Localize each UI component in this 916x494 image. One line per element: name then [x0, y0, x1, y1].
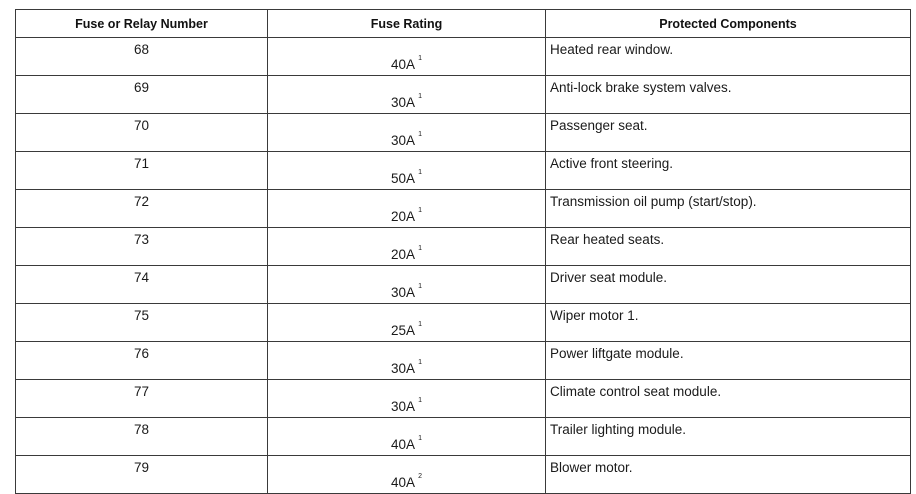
fuse-rating-value: 50A [391, 171, 416, 186]
protected-component-cell: Active front steering. [546, 152, 911, 190]
footnote-marker: 1 [418, 169, 422, 176]
fuse-table-container [15, 9, 911, 494]
footnote-marker: 1 [418, 207, 422, 214]
fuse-rating-cell [268, 304, 546, 342]
fuse-rating-cell [268, 380, 546, 418]
fuse-rating-value: 20A [391, 209, 416, 224]
fuse-rating-cell [268, 418, 546, 456]
fuse-rating-cell [268, 228, 546, 266]
header-fuse-number: Fuse or Relay Number [16, 10, 268, 38]
footnote-marker: 1 [418, 131, 422, 138]
footnote-marker: 1 [418, 283, 422, 290]
protected-component-cell: Passenger seat. [546, 114, 911, 152]
fuse-rating-value: 20A [391, 247, 416, 262]
fuse-number-cell: 68 [16, 38, 268, 76]
header-fuse-rating: Fuse Rating [268, 10, 546, 38]
footnote-marker: 1 [418, 321, 422, 328]
fuse-rating-cell [268, 266, 546, 304]
protected-component-cell: Blower motor. [546, 456, 911, 494]
fuse-rating-value: 40A [391, 57, 416, 72]
table-row [16, 418, 911, 456]
fuse-number-cell: 79 [16, 456, 268, 494]
fuse-number-cell: 77 [16, 380, 268, 418]
fuse-number-cell: 78 [16, 418, 268, 456]
footnote-marker: 1 [418, 397, 422, 404]
fuse-rating-value: 30A [391, 133, 416, 148]
header-protected-components: Protected Components [546, 10, 911, 38]
fuse-number-cell: 72 [16, 190, 268, 228]
protected-component-cell: Heated rear window. [546, 38, 911, 76]
footnote-marker: 2 [418, 473, 422, 480]
fuse-number-cell: 74 [16, 266, 268, 304]
table-row [16, 342, 911, 380]
table-row [16, 38, 911, 76]
protected-component-cell: Transmission oil pump (start/stop). [546, 190, 911, 228]
fuse-number-cell: 75 [16, 304, 268, 342]
fuse-rating-cell [268, 190, 546, 228]
fuse-number-cell: 69 [16, 76, 268, 114]
table-row [16, 152, 911, 190]
fuse-rating-cell [268, 76, 546, 114]
fuse-rating-value: 40A [391, 475, 416, 490]
table-row [16, 114, 911, 152]
fuse-rating-cell [268, 152, 546, 190]
footnote-marker: 1 [418, 359, 422, 366]
table-row [16, 266, 911, 304]
footnote-marker: 1 [418, 245, 422, 252]
fuse-number-cell: 73 [16, 228, 268, 266]
protected-component-cell: Driver seat module. [546, 266, 911, 304]
fuse-rating-cell [268, 114, 546, 152]
fuse-number-cell: 70 [16, 114, 268, 152]
fuse-rating-value: 30A [391, 95, 416, 110]
footnote-marker: 1 [418, 435, 422, 442]
footnote-marker: 1 [418, 55, 422, 62]
protected-component-cell: Anti-lock brake system valves. [546, 76, 911, 114]
table-row [16, 76, 911, 114]
fuse-rating-cell [268, 342, 546, 380]
fuse-rating-value: 30A [391, 361, 416, 376]
fuse-rating-value: 30A [391, 285, 416, 300]
fuse-rating-cell [268, 38, 546, 76]
fuse-number-cell: 71 [16, 152, 268, 190]
protected-component-cell: Power liftgate module. [546, 342, 911, 380]
protected-component-cell: Trailer lighting module. [546, 418, 911, 456]
table-row [16, 190, 911, 228]
fuse-rating-value: 25A [391, 323, 416, 338]
table-row [16, 456, 911, 494]
fuse-rating-cell [268, 456, 546, 494]
table-row [16, 228, 911, 266]
protected-component-cell: Wiper motor 1. [546, 304, 911, 342]
protected-component-cell: Rear heated seats. [546, 228, 911, 266]
footnote-marker: 1 [418, 93, 422, 100]
table-row [16, 304, 911, 342]
table-header-row [16, 10, 911, 38]
table-body [16, 38, 911, 494]
fuse-number-cell: 76 [16, 342, 268, 380]
table-row [16, 380, 911, 418]
fuse-rating-value: 30A [391, 399, 416, 414]
fuse-table [15, 9, 911, 494]
fuse-rating-value: 40A [391, 437, 416, 452]
protected-component-cell: Climate control seat module. [546, 380, 911, 418]
